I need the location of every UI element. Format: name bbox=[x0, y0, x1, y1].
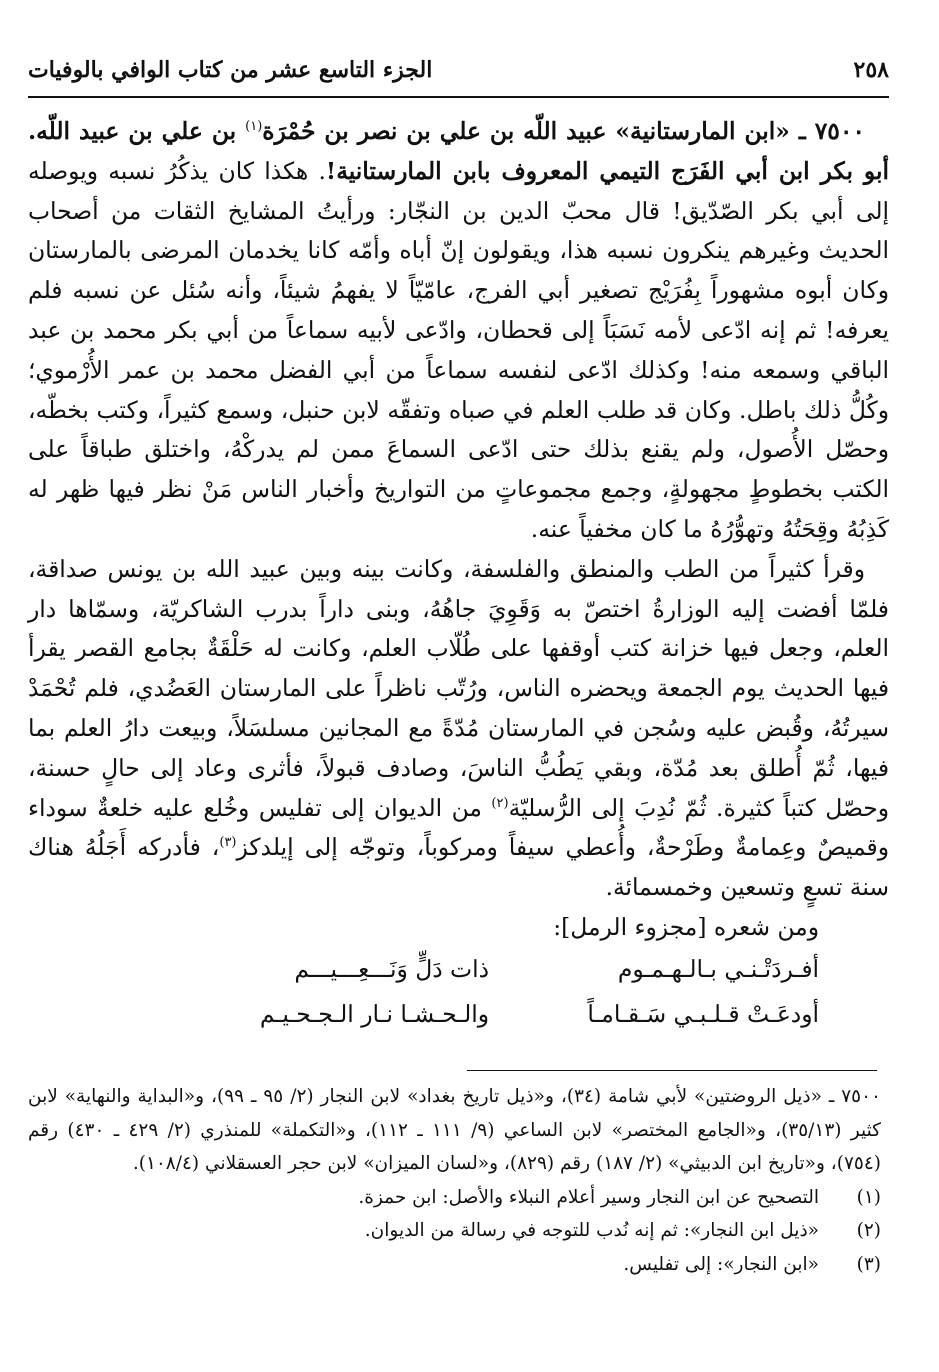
entry-heading-cont: بن علي بن عبيد اللّه. أبو بكر ابن أبي الفَرَج التيمي المعروف بابن المارستانية! bbox=[28, 117, 889, 185]
entry-paragraph-1 bbox=[28, 112, 889, 550]
footnote-ref-3[interactable]: (٣) bbox=[219, 835, 237, 851]
footnote-text: «ذيل ابن النجار»: ثم إنه نُدب للتوجه في رسالة من الديوان. bbox=[364, 1220, 819, 1241]
verse-hemistich-first: أودعَـتْ قـلـبـي سَـقـامـاً bbox=[587, 1000, 819, 1029]
page-header bbox=[28, 50, 889, 90]
entry-text-2b: من الديوان إلى تفليس وخُلع عليه خلعةٌ سوداء وقميصٌ وعِمامةٌ وطَرْحةٌ، وأُعطي سيفاً ومركوباً، وتوجّه إلى إيلدكز bbox=[28, 793, 889, 862]
entry-text-1: . هكذا كان يذكُرُ نسبه ويوصله إلى أبي بكر الصّدّيق! قال محبّ الدين بن النجّار: ورأيتُ المشايخ الثقات من أصحاب الحديث وغيرهم ينكرون نسبه هذا، ويقولون إنّ أباه وأمّه كانا يخدمان المرضى بالمارستان وكان أبوه مشهوراً بِفُرَيْج تصغير أبي الفرج، عامّيّاً لا يفهمُ شيئاً، وأنه سُئل عن نسبه فلم يعرفه! ثم إنه ادّعى لأمه نَسَبَاً إلى قحطان، وادّعى لأبيه سماعاً من أبي بكر محمد بن عبد الباقي وسمعه منه! وكذلك ادّعى لنفسه سماعاً من أبي الفضل محمد بن عمر الأُرْموي؛ وكُلُّ ذلك باطل. وكان قد طلب العلم في صباه وتفقّه لابن حنبل، وسمع كثيراً، وكتب بخطّه، وحصّل الأُصول، ولم يقنع بذلك حتى ادّعى السماعَ ممن لم يدركْهُ، واختلق طباقاً على الكتب بخطوطٍ مجهولةٍ، وجمع مجموعاتٍ من التواريخ وأخبار الناس مَنْ نظر فيها ظهر له كَذِبُهُ وقِحَتُهُ وتهوُّرُهُ ما كان مخفياً عنه. bbox=[28, 156, 889, 543]
footnote-ref-2[interactable]: (٢) bbox=[491, 795, 509, 811]
footnote-sources: ٧٥٠٠ ـ «ذيل الروضتين» لأبي شامة (٣٤)، و«ذيل تاريخ بغداد» لابن النجار (٢/ ٩٥ ـ ٩٩)، و«البداية والنهاية» لابن كثير (٣٥/١٣)، و«الجامع المختصر» لابن الساعي (٩/ ١١١ ـ ١١٢)، و«التكملة» للمنذري (٢/ ٤٢٩ ـ ٤٣٠) رقم (٧٥٤)، و«تاريخ ابن الدبيثي» (٢/ ١٨٧) رقم (٨٢٩)، و«لسان الميزان» لابن حجر العسقلاني (١٠٨/٤). bbox=[28, 1086, 881, 1174]
header-rule bbox=[28, 96, 889, 98]
poem-intro: ومن شعره [مجزوء الرمل]: bbox=[553, 912, 819, 941]
footnote-number: (٢) bbox=[856, 1220, 881, 1241]
main-text bbox=[28, 112, 889, 1038]
entry-text-2a: وقرأ كثيراً من الطب والمنطق والفلسفة، وكانت بينه وبين عبيد الله بن يونس صداقة، فلمّا أفضت إليه الوزارةُ اختصّ به وَقَوِيَ جاهُهُ، وبنى داراً بدرب الشاكريّة، وسمّاها دار العلم، وجعل فيها خزانة كتب أوقفها على طُلّاب العلم، وكانت له حَلْقَةٌ بجامع القصر يقرأ فيها الحديث يوم الجمعة ويحضره الناس، ورُتّب ناظراً على المارستان العَضُدي، فلم تُحْمَدْ سيرتُهُ، وقُبض عليه وسُجن في المارستان مُدّةً مع المجانين مسلسَلاً، وبيعت دارُ العلم بما فيها، ثُمّ أُطلق بعد مُدّة، وبقي يَطُبُّ الناسَ، وصادف قبولاً، فأثرى وعاد إلى حالٍ حسنة، وحصّل كتباً كثيرة. ثُمّ نُدِبَ إلى الرُّسليّة bbox=[28, 554, 889, 822]
verse-hemistich-second: ذات دَلٍّ وَنَـــعِـــيـــم bbox=[294, 955, 489, 984]
footnote-number: (٣) bbox=[856, 1253, 881, 1275]
entry-paragraph-2 bbox=[28, 550, 889, 908]
poem bbox=[28, 908, 889, 1038]
footnote-ref-1[interactable]: (١) bbox=[245, 119, 263, 135]
entry-text-2c: ، فأدركه أَجَلُهُ هناك سنة تسعٍ وتسعين وخمسمائة. bbox=[28, 833, 889, 902]
footnote-item bbox=[28, 1181, 881, 1215]
running-title: الجزء التاسع عشر من كتاب الوافي بالوفيات bbox=[28, 57, 433, 83]
footnote-number: (١) bbox=[856, 1186, 881, 1208]
footnote-text: التصحيح عن ابن النجار وسير أعلام النبلاء والأصل: ابن حمزة. bbox=[358, 1186, 819, 1208]
verse-line bbox=[28, 948, 889, 993]
verse-line bbox=[28, 993, 889, 1038]
entry-heading: ٧٥٠٠ ـ «ابن المارستانية» عبيد اللّه بن علي بن نصر بن حُمْرَة bbox=[262, 117, 865, 145]
footnote-item bbox=[28, 1214, 881, 1248]
page-number: ٢٥٨ bbox=[853, 57, 889, 83]
footnote-text: «ابن النجار»: إلى تفليس. bbox=[623, 1253, 819, 1275]
footnotes bbox=[28, 1080, 881, 1281]
verse-hemistich-first: أفـردَتْـنـي بـالـهـمـوم bbox=[617, 955, 819, 984]
verse-hemistich-second: والـحـشـا نـار الـجـحـيـم bbox=[259, 1000, 489, 1029]
footnote-item bbox=[28, 1248, 881, 1282]
footnote-rule bbox=[467, 1070, 877, 1071]
